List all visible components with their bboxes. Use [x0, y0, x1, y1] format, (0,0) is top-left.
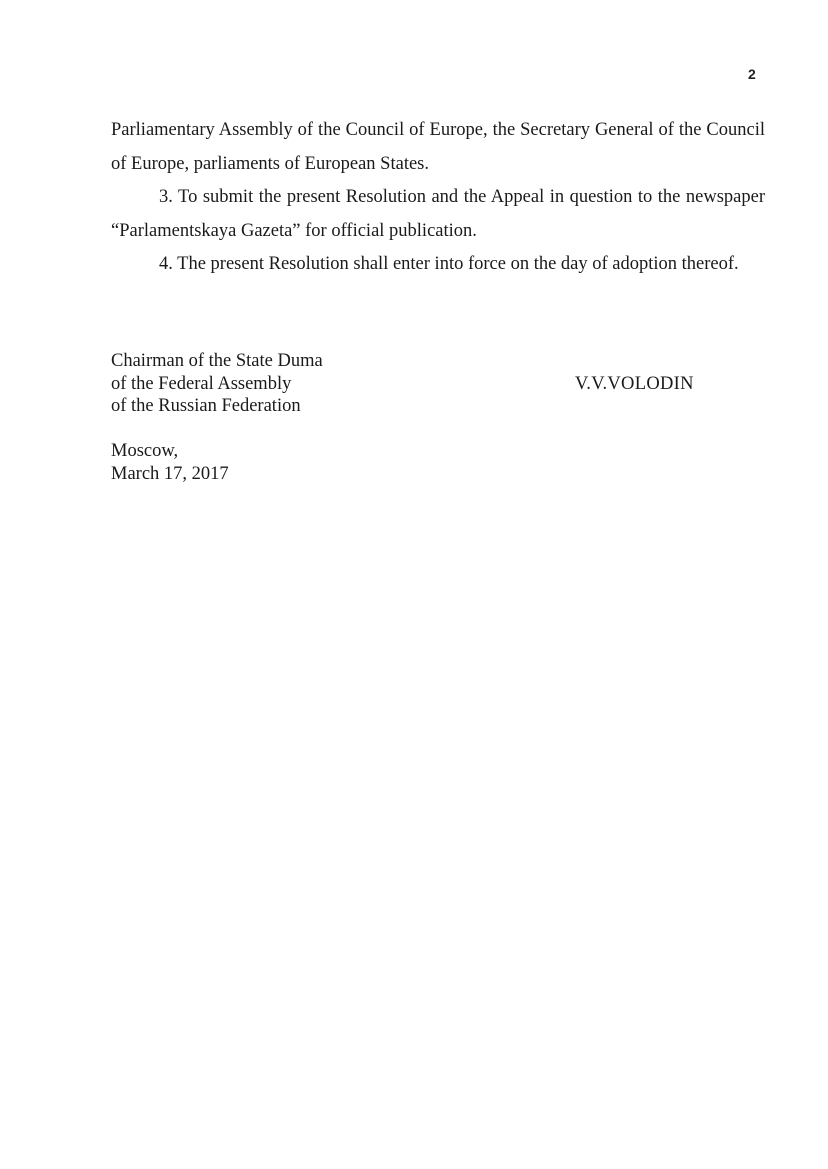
- place: Moscow,: [111, 441, 179, 461]
- resolution-body: [111, 114, 765, 282]
- paragraph-continuation: Parliamentary Assembly of the Council of Europe, the Secretary General of the Council of Europe, parliaments of European States.: [111, 120, 765, 174]
- paragraph-item-3: 3. To submit the present Resolution and the Appeal in question to the newspaper “Parlamentskaya Gazeta” for official publication.: [111, 187, 765, 241]
- signatory-title-line: Chairman of the State Duma: [111, 351, 323, 371]
- signatory-title-line: of the Federal Assembly: [111, 373, 292, 394]
- signatory-title-line: of the Russian Federation: [111, 396, 301, 416]
- page-number: 2: [748, 66, 756, 82]
- date: March 17, 2017: [111, 463, 229, 484]
- signatory-name: V.V.VOLODIN: [575, 374, 694, 394]
- paragraph-item-4: 4. The present Resolution shall enter into force on the day of adoption thereof.: [159, 254, 739, 274]
- place-and-date: [111, 440, 229, 485]
- signatory-title-block: [111, 350, 323, 418]
